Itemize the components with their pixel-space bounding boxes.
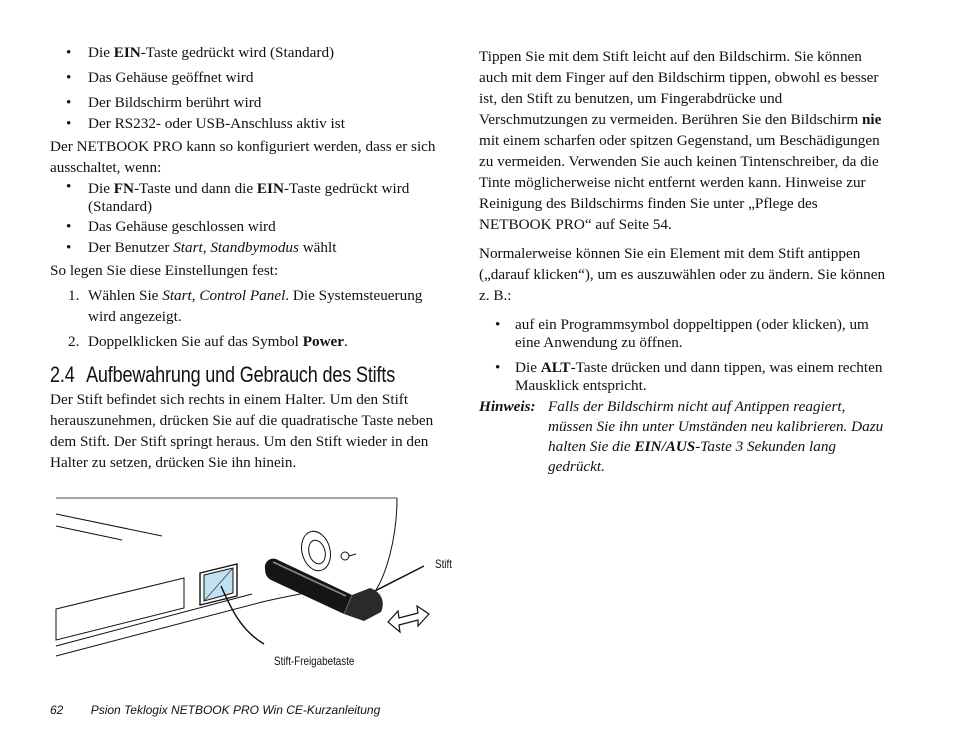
list-item: • Der Bildschirm berührt wird [50,94,450,115]
stylus-paragraph: Der Stift befindet sich rechts in einem Halter. Um den Stift herauszunehmen, drücken Sie auf die quadratische Taste neben dem Stift. Der Stift springt heraus. Um den Stift wieder in den Halter zu setzen, drücken Sie ihn hinein. [50,391,434,471]
settings-steps [50,285,450,353]
right-column [479,46,889,477]
list-item: • Der RS232- oder USB-Anschluss aktiv ist [50,115,450,136]
list-item: • Die FN-Taste und dann die EIN-Taste gedrückt wird (Standard) [50,178,450,218]
list-item: • Das Gehäuse geschlossen wird [50,218,450,239]
selection-paragraph: Normalerweise können Sie ein Element mit dem Stift antippen („darauf klicken“), um es auszuwählen oder zu ändern. Sie können z. B.: [479,245,886,304]
stylus-icon [265,559,383,621]
calibration-note: Hinweis: Falls der Bildschirm nicht auf Antippen reagiert, müssen Sie ihn unter Umständen neu kalibrieren. Dazu halten Sie die EIN/AUS-Taste 3 Sekunden lang gedrückt. [479,398,884,475]
release-button-label: Stift-Freigabetaste [274,654,355,668]
step-item: 2. Doppelklicken Sie auf das Symbol Power. [68,333,348,350]
tapping-paragraph: Tippen Sie mit dem Stift leicht auf den Bildschirm. Sie können auch mit dem Finger auf den Bildschirm tippen, obwohl es besser ist, den Stift zu benutzen, um Fingerabdrücke und Verschmutzungen zu vermeiden. Berühren Sie den Bildschirm nie mit einem scharfen oder spitzen Gegenstand, um Beschädigungen zu vermeiden. Verwenden Sie auch keinen Tintenschreiber, da die Tinte möglicherweise nicht entfernt werden kann. Hinweise zur Reinigung des Bildschirms finden Sie unter „Pflege des NETBOOK PRO“ auf Seite 54. [479,48,882,233]
stylus-drawing [52,496,457,681]
settings-intro: So legen Sie diese Einstellungen fest: [50,262,279,279]
section-heading: 2.4 Aufbewahrung und Gebrauch des Stifts [50,362,396,387]
page-footer [50,703,380,717]
power-off-conditions-list [50,178,450,260]
document-title: Psion Teklogix NETBOOK PRO Win CE-Kurzanleitung [90,703,381,717]
list-item: • Der Benutzer Start, Standbymodus wählt [50,239,450,260]
list-item: • auf ein Programmsymbol doppeltippen (oder klicken), um eine Anwendung zu öffnen. [479,316,889,359]
left-column [50,44,450,473]
stylus-label: Stift [435,557,452,571]
examples-list [479,316,889,397]
step-item: 1. Wählen Sie Start, Control Panel. Die Systemsteuerung wird angezeigt. [68,287,423,325]
power-on-conditions-list [50,44,450,136]
stylus-illustration [52,496,457,681]
page-number: 62 [50,703,64,717]
list-item: • Die EIN-Taste gedrückt wird (Standard) [50,44,450,69]
list-item: • Das Gehäuse geöffnet wird [50,69,450,94]
shutdown-intro: Der NETBOOK PRO kann so konfiguriert werden, dass er sich ausschaltet, wenn: [50,138,436,176]
list-item: • Die ALT-Taste drücken und dann tippen, was einem rechten Mausklick entspricht. [479,359,889,397]
